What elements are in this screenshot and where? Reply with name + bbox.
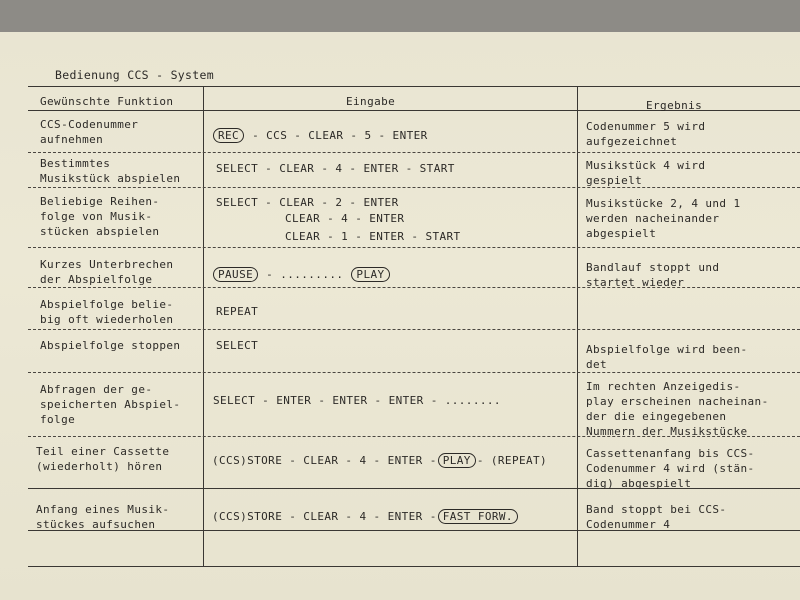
row4-ergebnis: Bandlauf stoppt und startet wieder (586, 261, 720, 289)
header-funktion: Gewünschte Funktion (40, 95, 174, 108)
row5-eingabe: REPEAT (216, 305, 259, 318)
instruction-card (0, 32, 800, 600)
row3-funktion: Beliebige Reihen- folge von Musik- stücken abspielen (40, 195, 160, 238)
row-separator (28, 329, 800, 330)
row4-funktion: Kurzes Unterbrechen der Abspielfolge (40, 258, 174, 286)
row7-eingabe: SELECT - ENTER - ENTER - ENTER - ........ (213, 394, 501, 407)
table-bottom-border (28, 566, 800, 567)
fast-forward-button-label: FAST FORW. (438, 509, 518, 524)
row2-funktion: Bestimmtes Musikstück abspielen (40, 157, 181, 185)
row7-ergebnis: Im rechten Anzeigedis- play erscheinen nacheinan- der die eingegebenen Nummern der Musikstücke (586, 380, 769, 438)
row3-eingabe-line2: CLEAR - 4 - ENTER (285, 212, 405, 225)
row-separator (28, 247, 800, 248)
row4-eingabe-dots: - ......... (259, 268, 351, 281)
row8-funktion: Teil einer Cassette (wiederholt) hören (36, 445, 170, 473)
pause-button-label: PAUSE (213, 267, 258, 282)
header-ergebnis: Ergebnis (646, 99, 703, 112)
row-separator (28, 372, 800, 373)
row5-funktion: Abspielfolge belie- big oft wiederholen (40, 298, 174, 326)
row1-funktion: CCS-Codenummer aufnehmen (40, 118, 139, 146)
row2-ergebnis: Musikstück 4 wird gespielt (586, 159, 706, 187)
row4-eingabe (212, 267, 391, 282)
row8-eingabe (212, 453, 547, 468)
row9-eingabe-text: (CCS)STORE - CLEAR - 4 - ENTER - (212, 510, 437, 523)
row9-funktion: Anfang eines Musik- stückes aufsuchen (36, 503, 170, 531)
row6-ergebnis: Abspielfolge wird been- det (586, 343, 748, 371)
row7-funktion: Abfragen der ge- speicherten Abspiel- folge (40, 383, 181, 426)
row3-eingabe-line1: SELECT - CLEAR - 2 - ENTER (216, 196, 399, 209)
row8-ergebnis: Cassettenanfang bis CCS- Codenummer 4 wird (stän- dig) abgespielt (586, 447, 755, 490)
row2-eingabe: SELECT - CLEAR - 4 - ENTER - START (216, 162, 455, 175)
row1-ergebnis: Codenummer 5 wird aufgezeichnet (586, 120, 706, 148)
card-title: Bedienung CCS - System (55, 68, 214, 82)
row-separator (28, 152, 800, 153)
row6-eingabe: SELECT (216, 339, 259, 352)
row3-eingabe-line3: CLEAR - 1 - ENTER - START (285, 230, 461, 243)
row9-ergebnis: Band stoppt bei CCS- Codenummer 4 (586, 503, 727, 531)
row1-eingabe-text: - CCS - CLEAR - 5 - ENTER (245, 129, 428, 142)
row8-eingabe-tail: - (REPEAT) (476, 454, 548, 467)
row9-eingabe (212, 509, 519, 524)
row8-eingabe-text: (CCS)STORE - CLEAR - 4 - ENTER - (212, 454, 437, 467)
column-divider-1 (203, 86, 204, 566)
row3-ergebnis: Musikstücke 2, 4 und 1 werden nacheinander abgespielt (586, 197, 741, 240)
column-divider-2 (577, 86, 578, 566)
rec-button-label: REC (213, 128, 244, 143)
header-eingabe: Eingabe (346, 95, 396, 108)
row1-eingabe (212, 128, 428, 143)
play-button-label: PLAY (351, 267, 389, 282)
table-top-border (28, 86, 800, 87)
row6-funktion: Abspielfolge stoppen (40, 339, 181, 352)
play-button-label: PLAY (438, 453, 476, 468)
